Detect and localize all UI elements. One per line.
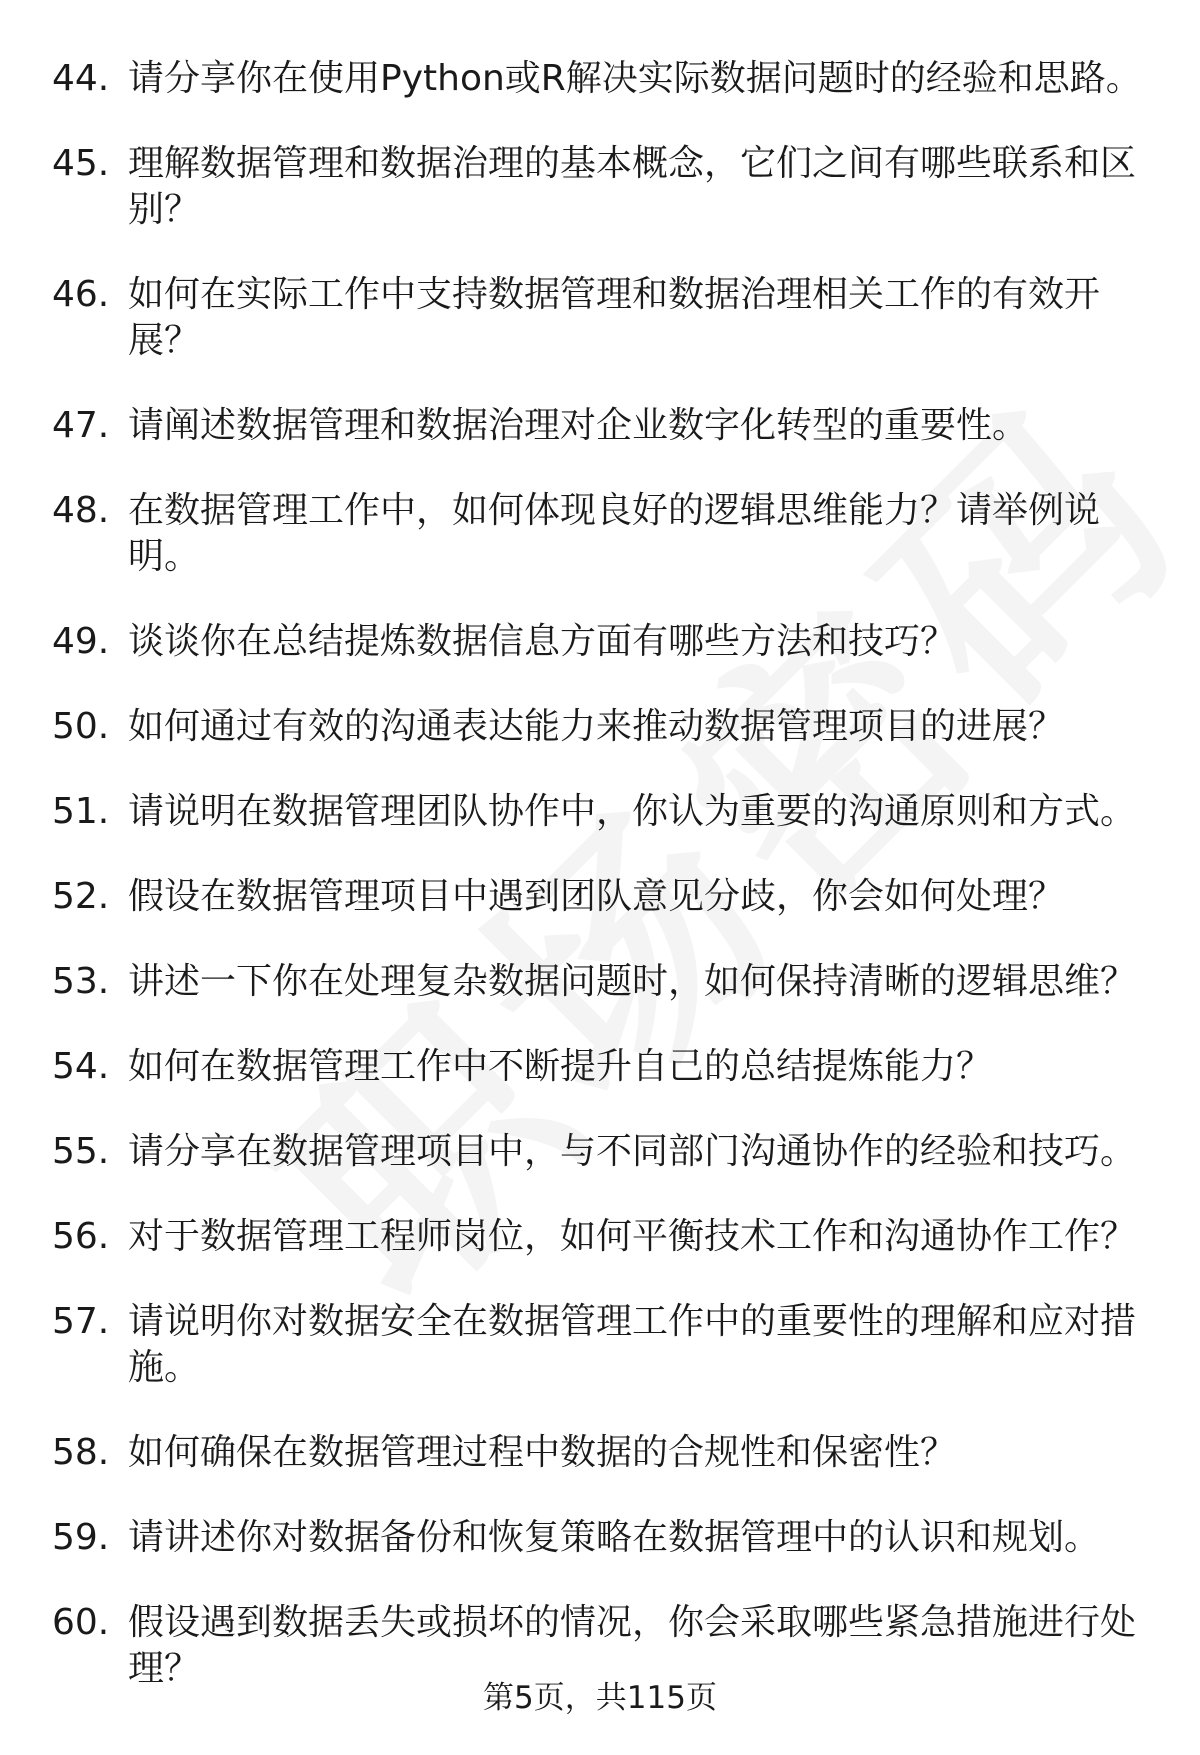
question-item [0,619,1200,665]
question-text: 请说明在数据管理团队协作中，你认为重要的沟通原则和方式。 [128,791,1137,832]
question-item [0,272,1200,364]
question-text: 假设遇到数据丢失或损坏的情况，你会采取哪些紧急措施进行处理？ [128,1602,1137,1689]
question-text: 对于数据管理工程师岗位，如何平衡技术工作和沟通协作工作？ [128,1216,1137,1257]
question-text: 如何通过有效的沟通表达能力来推动数据管理项目的进展？ [128,706,1065,747]
question-text: 如何确保在数据管理过程中数据的合规性和保密性？ [128,1432,957,1473]
question-number: 56. [52,1216,110,1257]
question-number: 47. [52,405,110,446]
question-item [0,959,1200,1005]
question-number: 55. [52,1131,110,1172]
question-item [0,1299,1200,1391]
question-number: 54. [52,1046,110,1087]
question-item [0,1214,1200,1260]
question-number: 58. [52,1432,110,1473]
question-text: 理解数据管理和数据治理的基本概念，它们之间有哪些联系和区别？ [128,143,1137,230]
question-item [0,874,1200,920]
question-list [0,56,1200,1731]
question-item [0,141,1200,233]
question-number: 50. [52,706,110,747]
question-text: 谈谈你在总结提炼数据信息方面有哪些方法和技巧？ [128,621,957,662]
question-text: 如何在数据管理工作中不断提升自己的总结提炼能力？ [128,1046,993,1087]
question-number: 45. [52,143,110,184]
question-item [0,488,1200,580]
question-item [0,789,1200,835]
question-text: 假设在数据管理项目中遇到团队意见分歧，你会如何处理？ [128,876,1065,917]
question-number: 57. [52,1301,110,1342]
question-item [0,1515,1200,1561]
question-text: 请分享你在使用Python或R解决实际数据问题时的经验和思路。 [128,58,1142,99]
question-item [0,403,1200,449]
question-number: 53. [52,961,110,1002]
question-number: 52. [52,876,110,917]
question-number: 44. [52,58,110,99]
question-text: 如何在实际工作中支持数据管理和数据治理相关工作的有效开展？ [128,274,1101,361]
question-number: 46. [52,274,110,315]
question-text: 请分享在数据管理项目中，与不同部门沟通协作的经验和技巧。 [128,1131,1137,1172]
question-number: 60. [52,1602,110,1643]
question-text: 讲述一下你在处理复杂数据问题时，如何保持清晰的逻辑思维？ [128,961,1137,1002]
question-number: 51. [52,791,110,832]
page-footer: 第5页，共115页 [483,1680,717,1716]
question-number: 59. [52,1517,110,1558]
question-text: 在数据管理工作中，如何体现良好的逻辑思维能力？请举例说明。 [128,490,1101,577]
question-item [0,1129,1200,1175]
question-item [0,1430,1200,1476]
question-item [0,704,1200,750]
question-text: 请讲述你对数据备份和恢复策略在数据管理中的认识和规划。 [128,1517,1101,1558]
question-number: 49. [52,621,110,662]
question-text: 请阐述数据管理和数据治理对企业数字化转型的重要性。 [128,405,1029,446]
question-item [0,1044,1200,1090]
question-number: 48. [52,490,110,531]
question-item [0,56,1200,102]
question-text: 请说明你对数据安全在数据管理工作中的重要性的理解和应对措施。 [128,1301,1137,1388]
